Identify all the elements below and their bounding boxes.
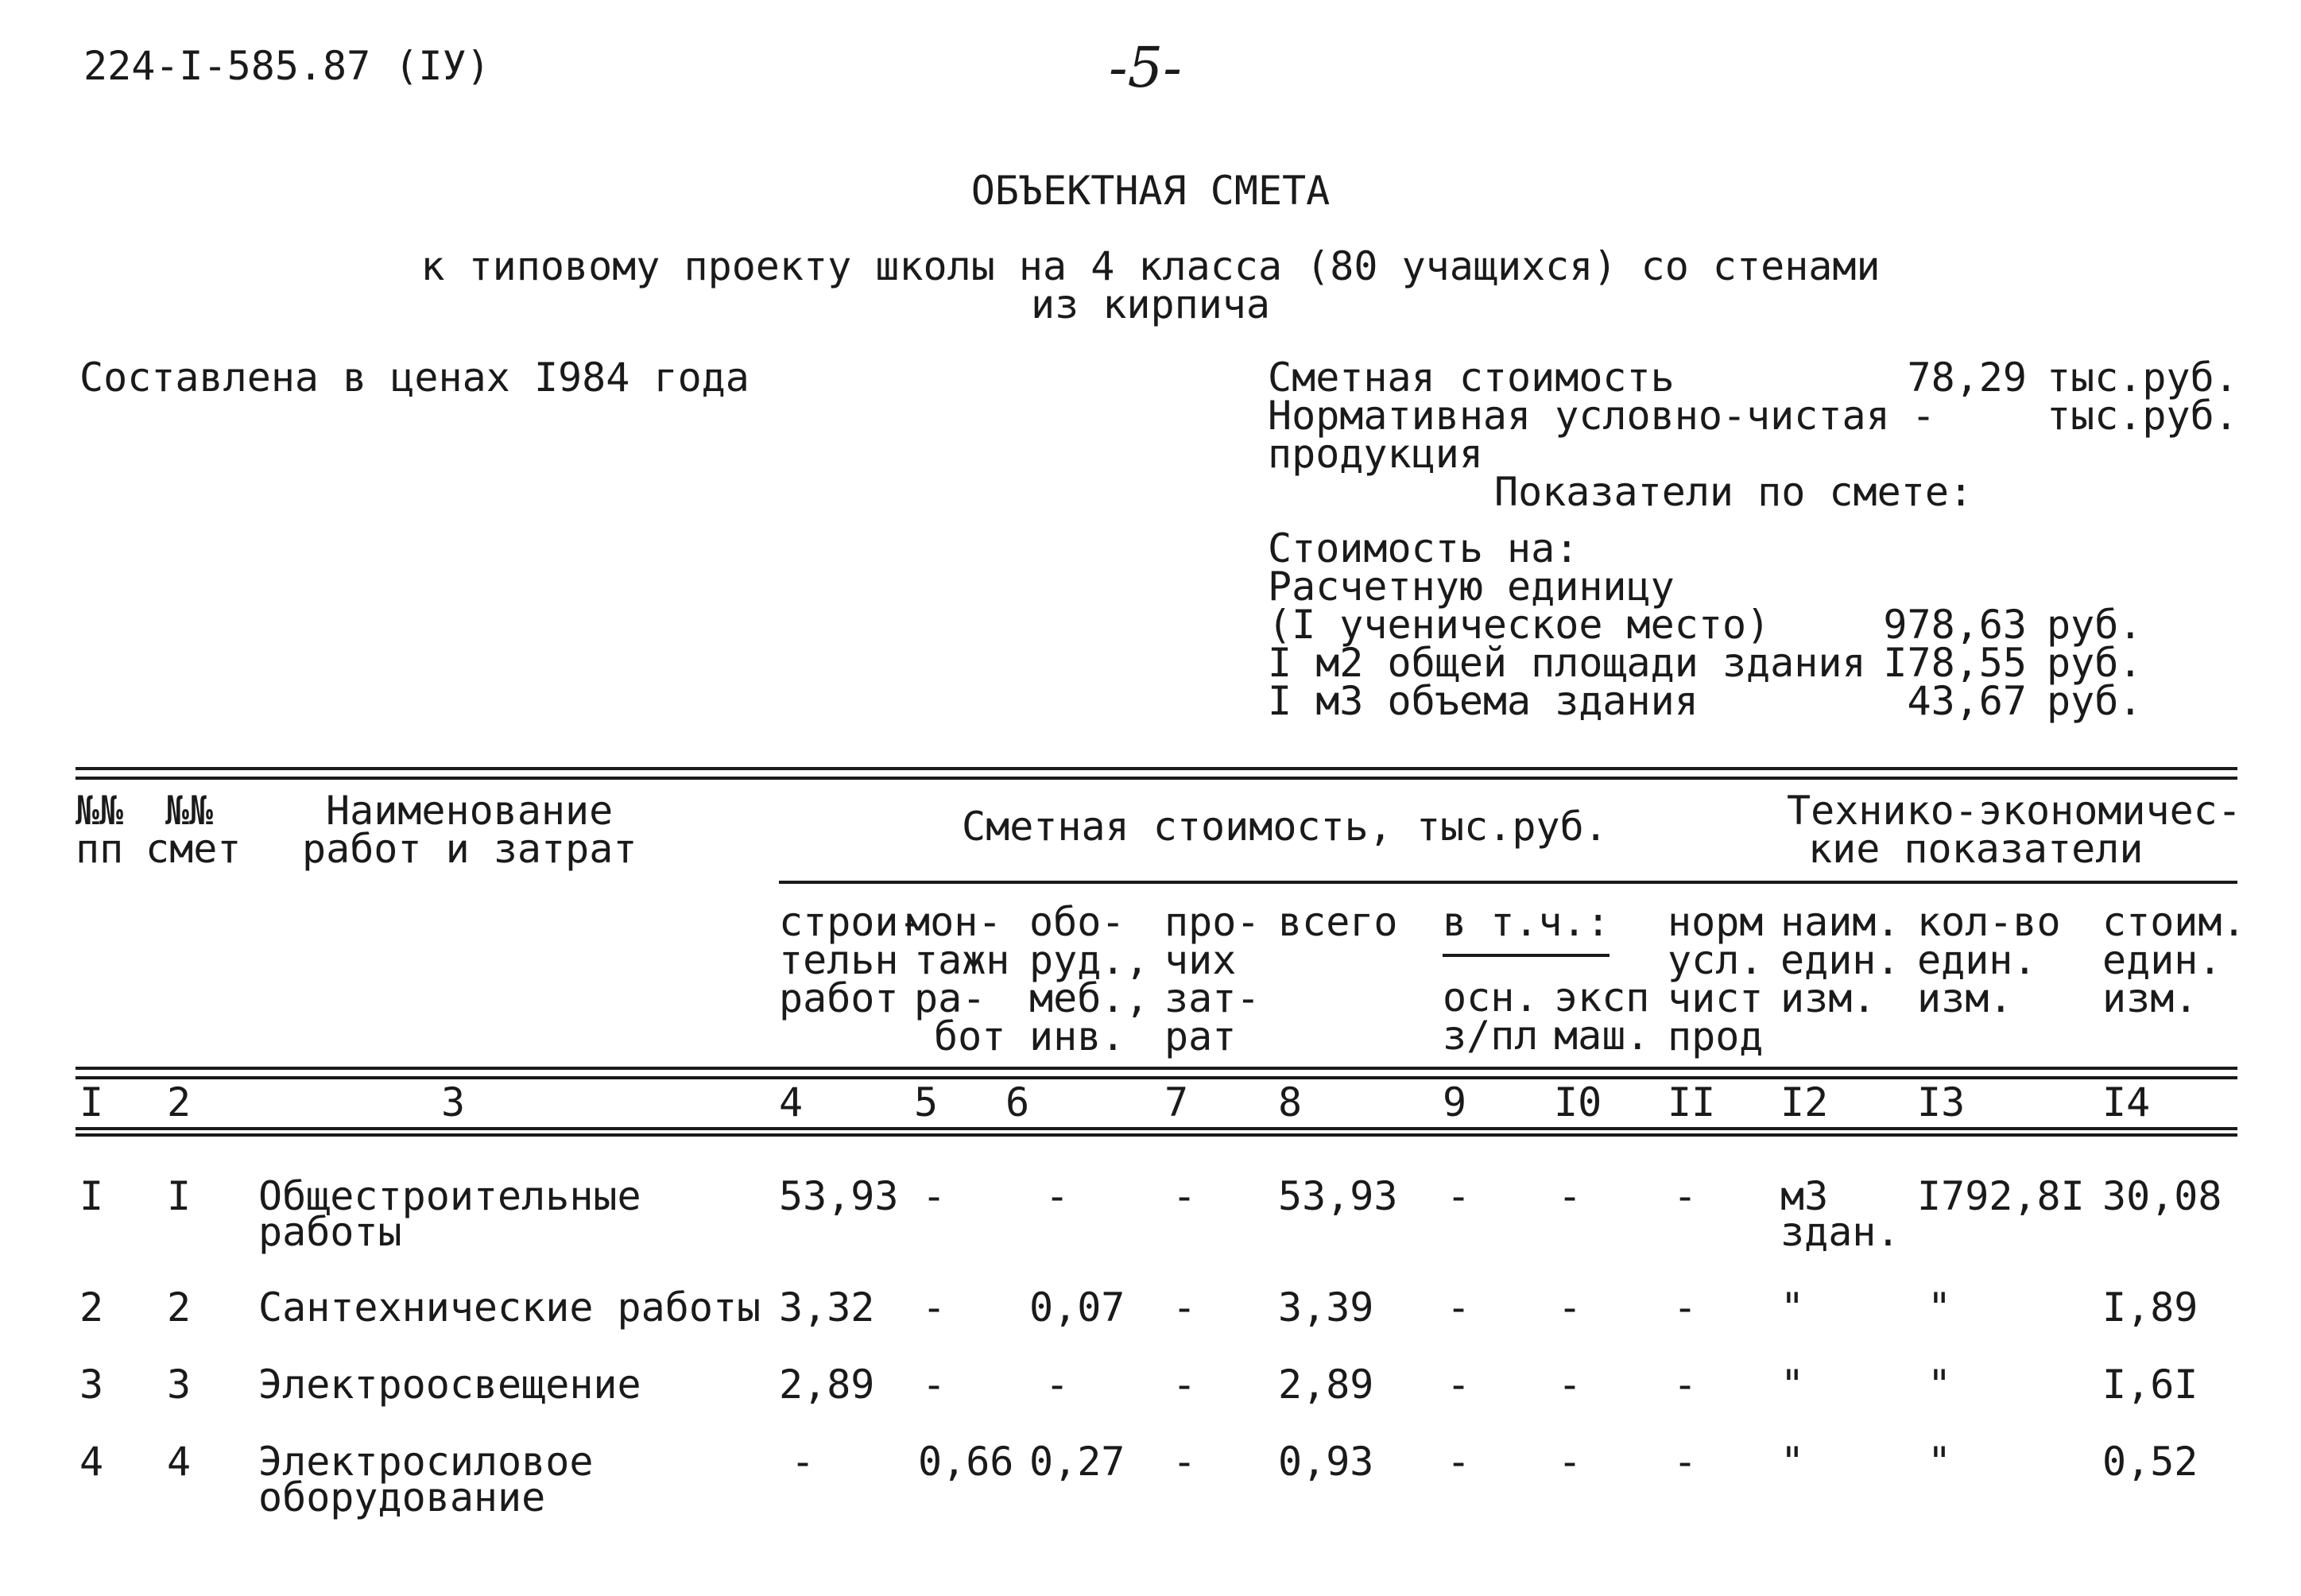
norm-label: Нормативная условно-чистая — [1268, 393, 1890, 439]
row-col14: I,6I — [2102, 1362, 2198, 1408]
header-col7-line-2: чих — [1164, 937, 1237, 983]
header-incl: в т.ч.: — [1443, 899, 1610, 945]
row-col9: - — [1447, 1173, 1471, 1219]
header-col8-line-1: всего — [1278, 899, 1398, 945]
prices-note: Составлена в ценах I984 года — [79, 354, 750, 401]
header-col9-line-2: з/пл — [1443, 1013, 1539, 1059]
m2-value: I78,55 — [1883, 640, 2027, 686]
header-bottom-rule-2 — [76, 1076, 2237, 1079]
unit-place-value: 978,63 — [1883, 602, 2027, 648]
unit-place-unit: руб. — [2047, 602, 2143, 648]
m3-value: 43,67 — [1907, 678, 2027, 724]
header-tech-1: Технико-экономичес- — [1787, 788, 2241, 834]
header-col4-line-1: строи- — [779, 899, 923, 945]
cost-value: 78,29 — [1907, 354, 2027, 401]
row-name: Общестроительные — [258, 1173, 641, 1219]
header-bottom-rule — [76, 1067, 2237, 1070]
norm-unit: тыс.руб. — [2047, 393, 2238, 439]
header-col6-line-2: руд., — [1029, 937, 1149, 983]
cost-unit: тыс.руб. — [2047, 354, 2238, 401]
header-col13-line-1: кол-во — [1917, 899, 2061, 945]
cost-per-label: Стоимость на: — [1268, 525, 1579, 571]
row-col4: - — [791, 1439, 815, 1485]
header-col10-line-2: маш. — [1554, 1013, 1650, 1059]
header-col11-line-4: прод — [1668, 1013, 1764, 1059]
unit-calc-label: Расчетную единицу — [1268, 564, 1675, 610]
header-num-smet-1: №№ — [165, 788, 214, 834]
header-col7-line-4: рат — [1164, 1013, 1237, 1059]
header-col4-line-2: тельн — [779, 937, 899, 983]
cost-label: Сметная стоимость — [1268, 354, 1675, 401]
m2-label: I м2 общей площади здания — [1268, 640, 1866, 686]
row-col14: 0,52 — [2102, 1439, 2198, 1485]
row-col13: I792,8I — [1917, 1173, 2085, 1219]
header-col10-line-1: эксп — [1554, 974, 1650, 1021]
header-col6-line-1: обо- — [1029, 899, 1125, 945]
row-col8: 2,89 — [1278, 1362, 1374, 1408]
row-col4: 3,32 — [779, 1284, 875, 1331]
row-col11: - — [1673, 1439, 1698, 1485]
row-col6: 0,27 — [1029, 1439, 1125, 1485]
norm-label-cont: продукция — [1268, 431, 1483, 477]
row-number-smet: I — [167, 1173, 192, 1219]
header-tech-2: кие показатели — [1808, 826, 2144, 872]
incl-rule — [1443, 954, 1610, 957]
column-number-13: I3 — [1917, 1079, 1966, 1125]
row-col13: " — [1927, 1362, 1952, 1408]
header-col14-line-3: изм. — [2102, 975, 2198, 1021]
header-col13-line-3: изм. — [1917, 975, 2013, 1021]
row-col7: - — [1172, 1362, 1197, 1408]
column-number-7: 7 — [1164, 1079, 1189, 1125]
row-col12: " — [1780, 1362, 1805, 1408]
column-number-12: I2 — [1780, 1079, 1829, 1125]
header-col12-line-1: наим. — [1780, 899, 1900, 945]
row-number-pp: 2 — [79, 1284, 104, 1331]
row-col11: - — [1673, 1362, 1698, 1408]
row-col10: - — [1558, 1439, 1582, 1485]
header-col11-line-2: усл. — [1668, 937, 1764, 983]
row-col10: - — [1558, 1173, 1582, 1219]
row-col13: " — [1927, 1284, 1952, 1331]
col-numbers-rule — [76, 1127, 2237, 1130]
row-col14: 30,08 — [2102, 1173, 2222, 1219]
row-number-smet: 3 — [167, 1362, 192, 1408]
row-col5: - — [922, 1362, 947, 1408]
column-number-10: I0 — [1554, 1079, 1602, 1125]
unit-place-label: (I ученическое место) — [1268, 602, 1771, 648]
row-number-smet: 2 — [167, 1284, 192, 1331]
row-col6: 0,07 — [1029, 1284, 1125, 1331]
row-col7: - — [1172, 1439, 1197, 1485]
column-number-9: 9 — [1443, 1079, 1467, 1125]
row-col13: " — [1927, 1439, 1952, 1485]
header-col7-line-1: про- — [1164, 899, 1261, 945]
document-subtitle-line1: к типовому проекту школы на 4 класса (80 учащихся) со стенами — [420, 243, 1881, 289]
row-col12-cont: здан. — [1780, 1209, 1900, 1255]
column-number-1: I — [79, 1079, 104, 1125]
row-col11: - — [1673, 1173, 1698, 1219]
column-number-11: II — [1668, 1079, 1716, 1125]
header-col9-line-1: осн. — [1443, 974, 1539, 1021]
m2-unit: руб. — [2047, 640, 2143, 686]
header-col7-line-3: зат- — [1164, 975, 1261, 1021]
row-name-cont: оборудование — [258, 1474, 546, 1520]
subheader-rule — [779, 881, 2237, 884]
row-col6: - — [1045, 1362, 1070, 1408]
table-top-rule — [76, 767, 2237, 770]
header-num-pp-2: пп — [76, 826, 124, 872]
header-name-1: Наименование — [326, 788, 614, 834]
document-title: ОБЪЕКТНАЯ СМЕТА — [970, 168, 1331, 214]
header-col12-line-3: изм. — [1780, 975, 1877, 1021]
header-cost-group: Сметная стоимость, тыс.руб. — [962, 804, 1608, 850]
header-num-pp-1: №№ — [76, 788, 124, 834]
header-col14-line-1: стоим. — [2102, 899, 2246, 945]
row-col11: - — [1673, 1284, 1698, 1331]
document-code: 224-I-585.87 (IУ) — [83, 43, 490, 89]
table-top-rule-2 — [76, 777, 2237, 780]
header-col12-line-2: един. — [1780, 937, 1900, 983]
row-col5: 0,66 — [918, 1439, 1014, 1485]
row-name: Электросиловое — [258, 1439, 594, 1485]
row-col9: - — [1447, 1439, 1471, 1485]
document-subtitle-line2: из кирпича — [1030, 281, 1271, 327]
row-col9: - — [1447, 1362, 1471, 1408]
row-col4: 2,89 — [779, 1362, 875, 1408]
header-col5-line-3: ра- — [914, 975, 986, 1021]
header-col14-line-2: един. — [2102, 937, 2222, 983]
norm-value: - — [1912, 393, 1936, 439]
column-number-5: 5 — [914, 1079, 939, 1125]
row-col9: - — [1447, 1284, 1471, 1331]
row-col8: 53,93 — [1278, 1173, 1398, 1219]
row-col5: - — [922, 1284, 947, 1331]
header-col13-line-2: един. — [1917, 937, 2037, 983]
row-number-pp: 4 — [79, 1439, 104, 1485]
header-col5-line-1: мон- — [906, 899, 1002, 945]
col-numbers-rule-2 — [76, 1133, 2237, 1137]
row-col12: " — [1780, 1439, 1805, 1485]
row-col4: 53,93 — [779, 1173, 899, 1219]
page-number: -5- — [1109, 35, 1182, 100]
column-number-14: I4 — [2102, 1079, 2151, 1125]
header-col11-line-3: чист — [1668, 975, 1764, 1021]
indicators-title: Показатели по смете: — [1494, 469, 1974, 515]
row-col6: - — [1045, 1173, 1070, 1219]
column-number-3: 3 — [441, 1079, 466, 1125]
row-col8: 0,93 — [1278, 1439, 1374, 1485]
header-num-smet-2: смет — [145, 826, 242, 872]
row-col10: - — [1558, 1362, 1582, 1408]
m3-unit: руб. — [2047, 678, 2143, 724]
row-col7: - — [1172, 1173, 1197, 1219]
header-col4-line-3: работ — [779, 975, 899, 1021]
column-number-8: 8 — [1278, 1079, 1303, 1125]
column-number-4: 4 — [779, 1079, 804, 1125]
header-name-2: работ и затрат — [302, 826, 637, 872]
row-col10: - — [1558, 1284, 1582, 1331]
header-col11-line-1: норм — [1668, 899, 1764, 945]
header-col6-line-4: инв. — [1029, 1013, 1125, 1059]
column-number-6: 6 — [1005, 1079, 1030, 1125]
row-col12: м3 — [1780, 1173, 1829, 1219]
m3-label: I м3 объема здания — [1268, 678, 1699, 724]
header-col5-line-4: бот — [934, 1013, 1006, 1059]
column-number-2: 2 — [167, 1079, 192, 1125]
row-col7: - — [1172, 1284, 1197, 1331]
header-col5-line-2: тажн — [914, 937, 1010, 983]
row-col5: - — [922, 1173, 947, 1219]
row-name: Сантехнические работы — [258, 1284, 761, 1331]
row-name-cont: работы — [258, 1209, 402, 1255]
row-col8: 3,39 — [1278, 1284, 1374, 1331]
row-number-pp: I — [79, 1173, 104, 1219]
row-number-smet: 4 — [167, 1439, 192, 1485]
row-name: Электроосвещение — [258, 1362, 641, 1408]
header-col6-line-3: меб., — [1029, 975, 1149, 1021]
row-number-pp: 3 — [79, 1362, 104, 1408]
row-col12: " — [1780, 1284, 1805, 1331]
row-col14: I,89 — [2102, 1284, 2198, 1331]
